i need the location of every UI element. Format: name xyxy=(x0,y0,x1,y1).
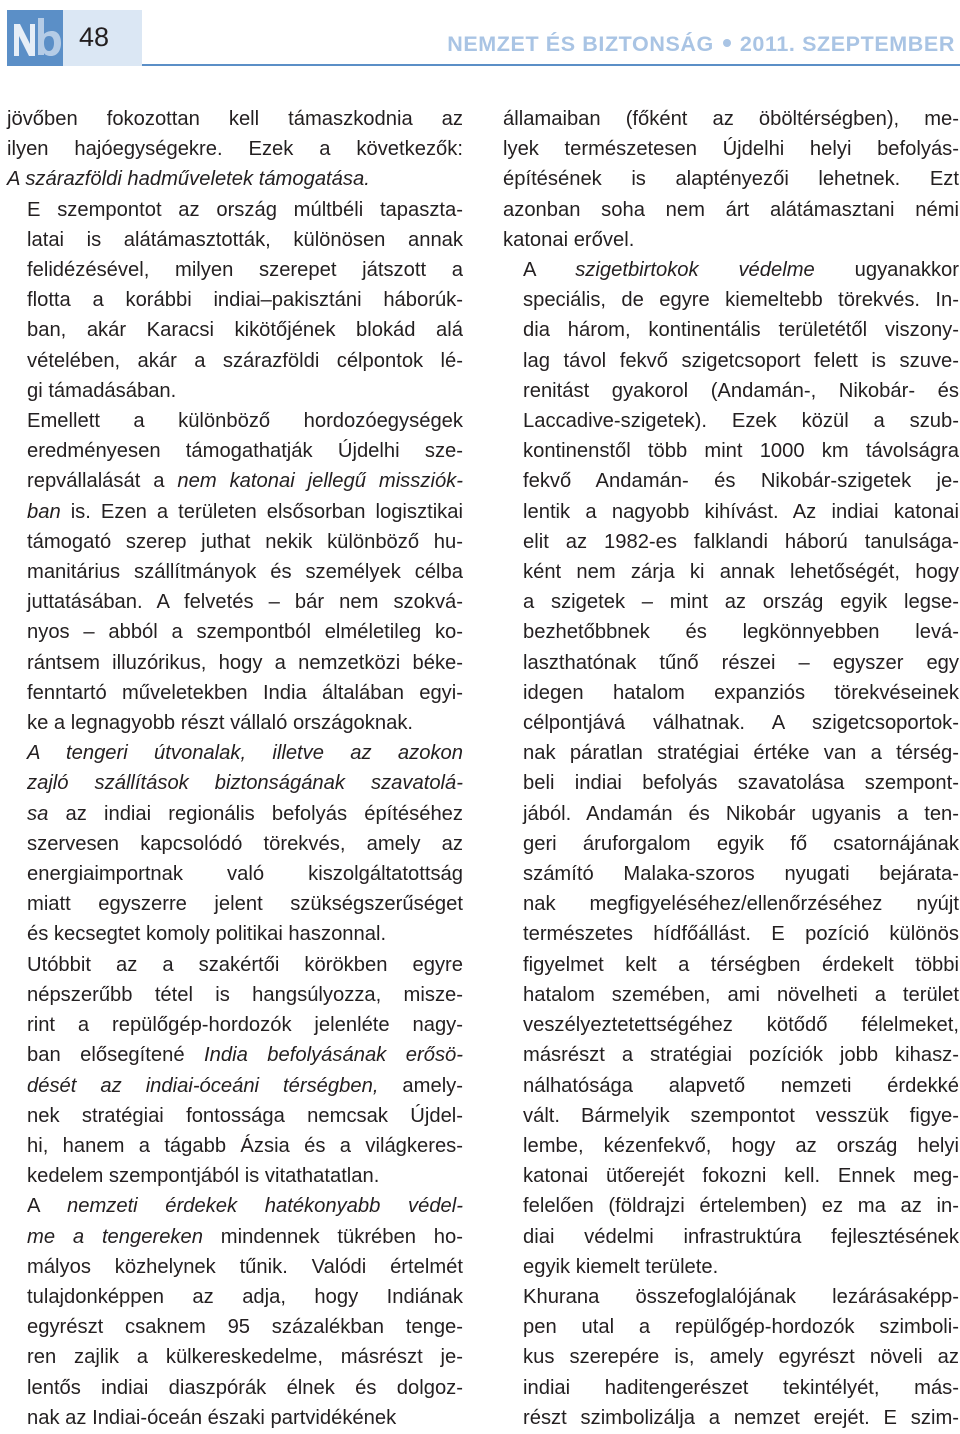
text-line xyxy=(503,466,959,496)
text-run: a szigetek – mint az ország egyik legse- xyxy=(523,591,959,614)
text-run: A xyxy=(27,1195,67,1218)
text-run: mindennek tükrében ho- xyxy=(202,1225,463,1248)
text-line xyxy=(7,406,463,436)
text-line xyxy=(503,768,959,798)
text-run: latai is alátámasztották, különösen annak xyxy=(27,228,463,251)
text-line xyxy=(503,1191,959,1221)
text-line xyxy=(503,1252,959,1282)
text-line xyxy=(7,1403,463,1433)
text-run: vételében, akár a szárazföldi célpontok lé- xyxy=(27,349,463,372)
paragraph xyxy=(7,738,463,949)
paragraph xyxy=(7,1191,463,1433)
text-run: figyelmet kelt a térségben érdekelt többi xyxy=(523,953,959,976)
text-run: ban, akár Karacsi kikötőjének blokád alá xyxy=(27,319,463,342)
text-line xyxy=(7,799,463,829)
text-line xyxy=(503,919,959,949)
text-run: A xyxy=(523,259,576,282)
text-run: lag távol fekvő szigetcsoport felett is szuve- xyxy=(523,349,959,372)
text-run: geri áruforgalom egyik fő csatornájának xyxy=(523,832,959,855)
text-run: szervesen kapcsolódó törekvés, amely az xyxy=(27,832,463,855)
text-run: miatt egyszerre jelent szükségszerűséget xyxy=(27,893,463,916)
text-run: nek stratégiai fontossága nemcsak Újdel- xyxy=(27,1104,463,1127)
text-line xyxy=(7,466,463,496)
italic-run: szigetbirtokok védelme xyxy=(575,259,815,282)
text-line xyxy=(503,1010,959,1040)
text-run: nálhatósága alapvető nemzeti érdekké xyxy=(523,1074,959,1097)
text-run: mályos közhelynek tűnik. Valódi értelmét xyxy=(27,1255,463,1278)
text-run: veszélyeztetettségéhez kötődő félelmeket, xyxy=(523,1014,959,1037)
text-line xyxy=(503,980,959,1010)
text-line xyxy=(503,587,959,617)
paragraph xyxy=(7,950,463,1192)
text-line xyxy=(7,164,463,194)
text-run: hi, hanem a tágabb Ázsia és a világkeres- xyxy=(27,1134,463,1157)
text-line xyxy=(7,829,463,859)
journal-title xyxy=(447,32,955,57)
text-run: fekvő Andamán- és Nikobár-szigetek je- xyxy=(523,470,959,493)
text-run: laszthatónak tűnő részei – egyszer egy xyxy=(523,651,959,674)
text-run: ként nem zárja ki annak lehetőségét, hogy xyxy=(523,561,959,584)
text-run: kontinenstől több mint 1000 km távolságra xyxy=(523,440,959,463)
text-run: lentős indiai diaszpórák élnek és dolgoz- xyxy=(27,1376,463,1399)
text-run: repvállalását a xyxy=(27,470,178,493)
text-run: lyek természetesen Újdelhi helyi befolyás- xyxy=(503,138,959,161)
text-line xyxy=(503,1342,959,1372)
text-line xyxy=(7,1071,463,1101)
text-line xyxy=(7,1342,463,1372)
text-line xyxy=(7,950,463,980)
text-run: jövőben fokozottan kell támaszkodnia az xyxy=(7,108,463,130)
italic-run: A tengeri útvonalak, illetve az azokon xyxy=(27,742,463,765)
text-line xyxy=(7,346,463,376)
text-line xyxy=(7,648,463,678)
text-run: lembe, kézenfekvő, hogy az ország helyi xyxy=(523,1134,959,1157)
text-line xyxy=(503,1222,959,1252)
text-run: ugyanakkor xyxy=(814,259,959,282)
text-run: az indiai regionális befolyás építéséhez xyxy=(48,802,463,825)
text-run: beli indiai befolyás szavatolása szempont- xyxy=(523,772,959,795)
text-run: katonai erővel. xyxy=(503,228,635,251)
text-run: ren zajlik a külkereskedelme, másrészt je- xyxy=(27,1346,463,1369)
text-run: jából. Andamán és Nikobár ugyanis a ten- xyxy=(523,802,959,825)
text-line xyxy=(7,104,463,134)
text-line xyxy=(503,950,959,980)
text-run: kedelem szempontjából is vitathatatlan. xyxy=(27,1165,380,1188)
paragraph xyxy=(7,195,463,406)
text-line xyxy=(7,285,463,315)
text-line xyxy=(7,1222,463,1252)
text-run: természetes hídfőállást. E pozíció különös xyxy=(523,923,959,946)
text-line xyxy=(503,1040,959,1070)
text-line xyxy=(7,557,463,587)
text-run: idegen hatalom expanziós törekvéseinek xyxy=(523,681,959,704)
text-run: manitárius szállítmányok és személyek célba xyxy=(27,561,463,584)
text-run: nak az Indiai-óceán északi partvidékének xyxy=(27,1406,397,1429)
text-run: egyrészt csaknem 95 százalékban tenge- xyxy=(27,1316,463,1339)
text-line xyxy=(503,617,959,647)
text-line xyxy=(7,587,463,617)
text-run: azonban soha nem árt alátámasztani némi xyxy=(503,198,959,221)
text-line xyxy=(7,980,463,1010)
text-line xyxy=(503,708,959,738)
text-line xyxy=(7,315,463,345)
journal-logo xyxy=(7,10,63,66)
paragraph xyxy=(503,1282,959,1433)
text-line xyxy=(503,134,959,164)
text-line xyxy=(503,1131,959,1161)
text-run: Khurana összefoglalójának lezárásaképp- xyxy=(523,1285,959,1308)
text-line xyxy=(503,346,959,376)
text-line xyxy=(503,1403,959,1433)
text-run: célpontjává válhatnak. A szigetcsoportok- xyxy=(523,712,959,735)
text-line xyxy=(7,919,463,949)
text-line xyxy=(7,195,463,225)
text-line xyxy=(503,255,959,285)
text-line xyxy=(7,708,463,738)
italic-run: ban xyxy=(27,500,61,523)
text-run: juttatásában. A felvetés – bár nem szokvá- xyxy=(27,591,463,614)
text-line xyxy=(7,889,463,919)
italic-run: India befolyásának erősö- xyxy=(204,1044,463,1067)
bullet-dot-icon xyxy=(723,39,731,47)
text-run: fenntartó műveletekben India általában egyi- xyxy=(27,681,463,704)
text-run: E szempontot az ország múltbéli tapaszta- xyxy=(27,198,463,221)
text-run: katonai ütőerejét fokozni kell. Ennek meg- xyxy=(523,1165,959,1188)
text-line xyxy=(503,104,959,134)
text-line xyxy=(7,1252,463,1282)
right-text-column xyxy=(503,104,959,1433)
text-line xyxy=(503,195,959,225)
header-rule xyxy=(142,64,960,66)
text-run: másrészt a stratégiai pozíciók jobb kihasz- xyxy=(523,1044,959,1067)
text-run: energiaimportnak való kiszolgáltatottság xyxy=(27,863,463,886)
italic-run: nemzeti érdekek hatékonyabb védel- xyxy=(66,1195,463,1218)
text-run: hatalom szemében, ami növelheti a terület xyxy=(523,983,959,1006)
text-line xyxy=(503,1373,959,1403)
text-run: kus szerepére is, amely egyrészt növeli az xyxy=(523,1346,959,1369)
text-run: államaiban (főként az öböltérségben), me- xyxy=(503,108,959,130)
text-line xyxy=(503,1101,959,1131)
text-line xyxy=(7,1101,463,1131)
text-run: vált. Bármelyik szempontot vesszük figye- xyxy=(523,1104,959,1127)
text-line xyxy=(7,1161,463,1191)
text-line xyxy=(503,164,959,194)
text-line xyxy=(7,376,463,406)
paragraph xyxy=(7,104,463,195)
text-run: gi támadásában. xyxy=(27,379,177,402)
text-line xyxy=(7,436,463,466)
text-line xyxy=(503,678,959,708)
text-run: renitást gyakorol (Andamán-, Nikobár- és xyxy=(523,379,959,402)
text-line xyxy=(7,1131,463,1161)
text-run: tulajdonképpen az adja, hogy Indiának xyxy=(27,1285,463,1308)
left-text-column xyxy=(7,104,463,1433)
text-line xyxy=(503,406,959,436)
text-run: pen utal a repülőgép-hordozók szimboli- xyxy=(523,1316,959,1339)
text-run: bezhetőbbnek és legkönnyebben levá- xyxy=(523,621,959,644)
text-line xyxy=(7,738,463,768)
text-run: elit az 1982-es falklandi háború tanulsága- xyxy=(523,530,959,553)
text-line xyxy=(7,134,463,164)
text-run: amely- xyxy=(378,1074,464,1097)
text-line xyxy=(503,527,959,557)
text-run: számító Malaka-szoros nyugati bejárata- xyxy=(523,863,959,886)
text-run: nak megfigyeléséhez/ellenőrzéséhez nyújt xyxy=(523,893,959,916)
text-line xyxy=(503,799,959,829)
paragraph xyxy=(7,406,463,738)
text-run: dia három, kontinentális területétől viszony- xyxy=(523,319,959,342)
text-line xyxy=(503,1161,959,1191)
text-line xyxy=(7,859,463,889)
text-run: ke a legnagyobb részt vállaló országoknak. xyxy=(27,712,414,735)
text-line xyxy=(7,617,463,647)
italic-run: A szárazföldi hadműveletek támogatása. xyxy=(7,168,370,191)
text-run: ilyen hajóegységekre. Ezek a következők: xyxy=(7,138,463,161)
text-run: építésének is alaptényezői lehetnek. Ezt xyxy=(503,168,959,191)
text-run: Emellett a különböző hordozóegységek xyxy=(27,410,463,433)
issue-date: 2011. SZEPTEMBER xyxy=(739,32,955,56)
text-line xyxy=(503,1312,959,1342)
text-line xyxy=(7,1282,463,1312)
text-line xyxy=(503,376,959,406)
text-run: ban elősegítené xyxy=(27,1044,205,1067)
italic-run: dését az indiai-óceáni térségben, xyxy=(27,1074,379,1097)
text-run: részt szimbolizálja a nemzet erejét. E szim- xyxy=(523,1406,959,1429)
text-line xyxy=(503,557,959,587)
text-run: nyos – abból a szempontból elméletileg ko- xyxy=(27,621,463,644)
text-line xyxy=(503,1071,959,1101)
text-run: népszerűbb tétel is hangsúlyozza, misze- xyxy=(27,983,463,1006)
text-line xyxy=(7,1373,463,1403)
text-run: speciális, de egyre kiemeltebb törekvés. In- xyxy=(523,289,959,312)
nb-logo-icon xyxy=(7,10,63,66)
text-run: rántsem illuzórikus, hogy a nemzetközi béke- xyxy=(27,651,463,674)
paragraph xyxy=(503,255,959,1282)
italic-run: nem katonai jellegű missziók- xyxy=(177,470,463,493)
text-run: felelően (földrajzi értelemben) ez ma az in- xyxy=(523,1195,959,1218)
text-run: és kecsegtet komoly politikai haszonnal. xyxy=(27,923,387,946)
page-header xyxy=(0,0,960,80)
text-line xyxy=(503,648,959,678)
text-line xyxy=(7,497,463,527)
text-line xyxy=(503,829,959,859)
text-run: Utóbbit az a szakértői körökben egyre xyxy=(27,953,463,976)
text-line xyxy=(7,255,463,285)
text-line xyxy=(503,436,959,466)
text-line xyxy=(503,889,959,919)
text-run: felidézésével, milyen szerepet játszott a xyxy=(27,259,463,282)
text-line xyxy=(503,859,959,889)
text-line xyxy=(503,315,959,345)
text-line xyxy=(503,225,959,255)
text-line xyxy=(7,1010,463,1040)
text-line xyxy=(503,285,959,315)
text-run: indiai haditengerészet tekintélyét, más- xyxy=(523,1376,959,1399)
text-run: rint a repülőgép-hordozók jelenléte nagy- xyxy=(27,1014,463,1037)
italic-run: sa xyxy=(27,802,49,825)
text-line xyxy=(7,1040,463,1070)
text-line xyxy=(7,768,463,798)
italic-run: me a tengereken xyxy=(27,1225,203,1248)
text-run: is. Ezen a területen elsősorban logisztikai xyxy=(60,500,463,523)
text-line xyxy=(7,1312,463,1342)
paragraph xyxy=(503,104,959,255)
text-line xyxy=(7,225,463,255)
text-line xyxy=(503,1282,959,1312)
journal-name: NEMZET ÉS BIZTONSÁG xyxy=(447,32,714,56)
text-line xyxy=(7,678,463,708)
text-run: lentik a nagyobb kihívást. Az indiai katonai xyxy=(523,500,959,523)
text-run: támogató szerep juthat nekik különböző hu- xyxy=(27,530,463,553)
text-run: Laccadive-szigetek). Ezek közül a szub- xyxy=(523,410,959,433)
text-run: egyik kiemelt területe. xyxy=(523,1255,719,1278)
text-run: diai védelmi infrastruktúra fejlesztésének xyxy=(523,1225,959,1248)
text-line xyxy=(503,738,959,768)
text-run: eredményesen támogathatják Újdelhi sze- xyxy=(27,440,463,463)
text-line xyxy=(7,527,463,557)
text-line xyxy=(503,497,959,527)
italic-run: zajló szállítások biztonságának szavatolá- xyxy=(27,772,463,795)
text-run: flotta a korábbi indiai–pakisztáni háborúk- xyxy=(27,289,463,312)
page-number: 48 xyxy=(63,10,142,66)
text-line xyxy=(7,1191,463,1221)
text-run: nak páratlan stratégiai értéke van a térség- xyxy=(523,742,959,765)
